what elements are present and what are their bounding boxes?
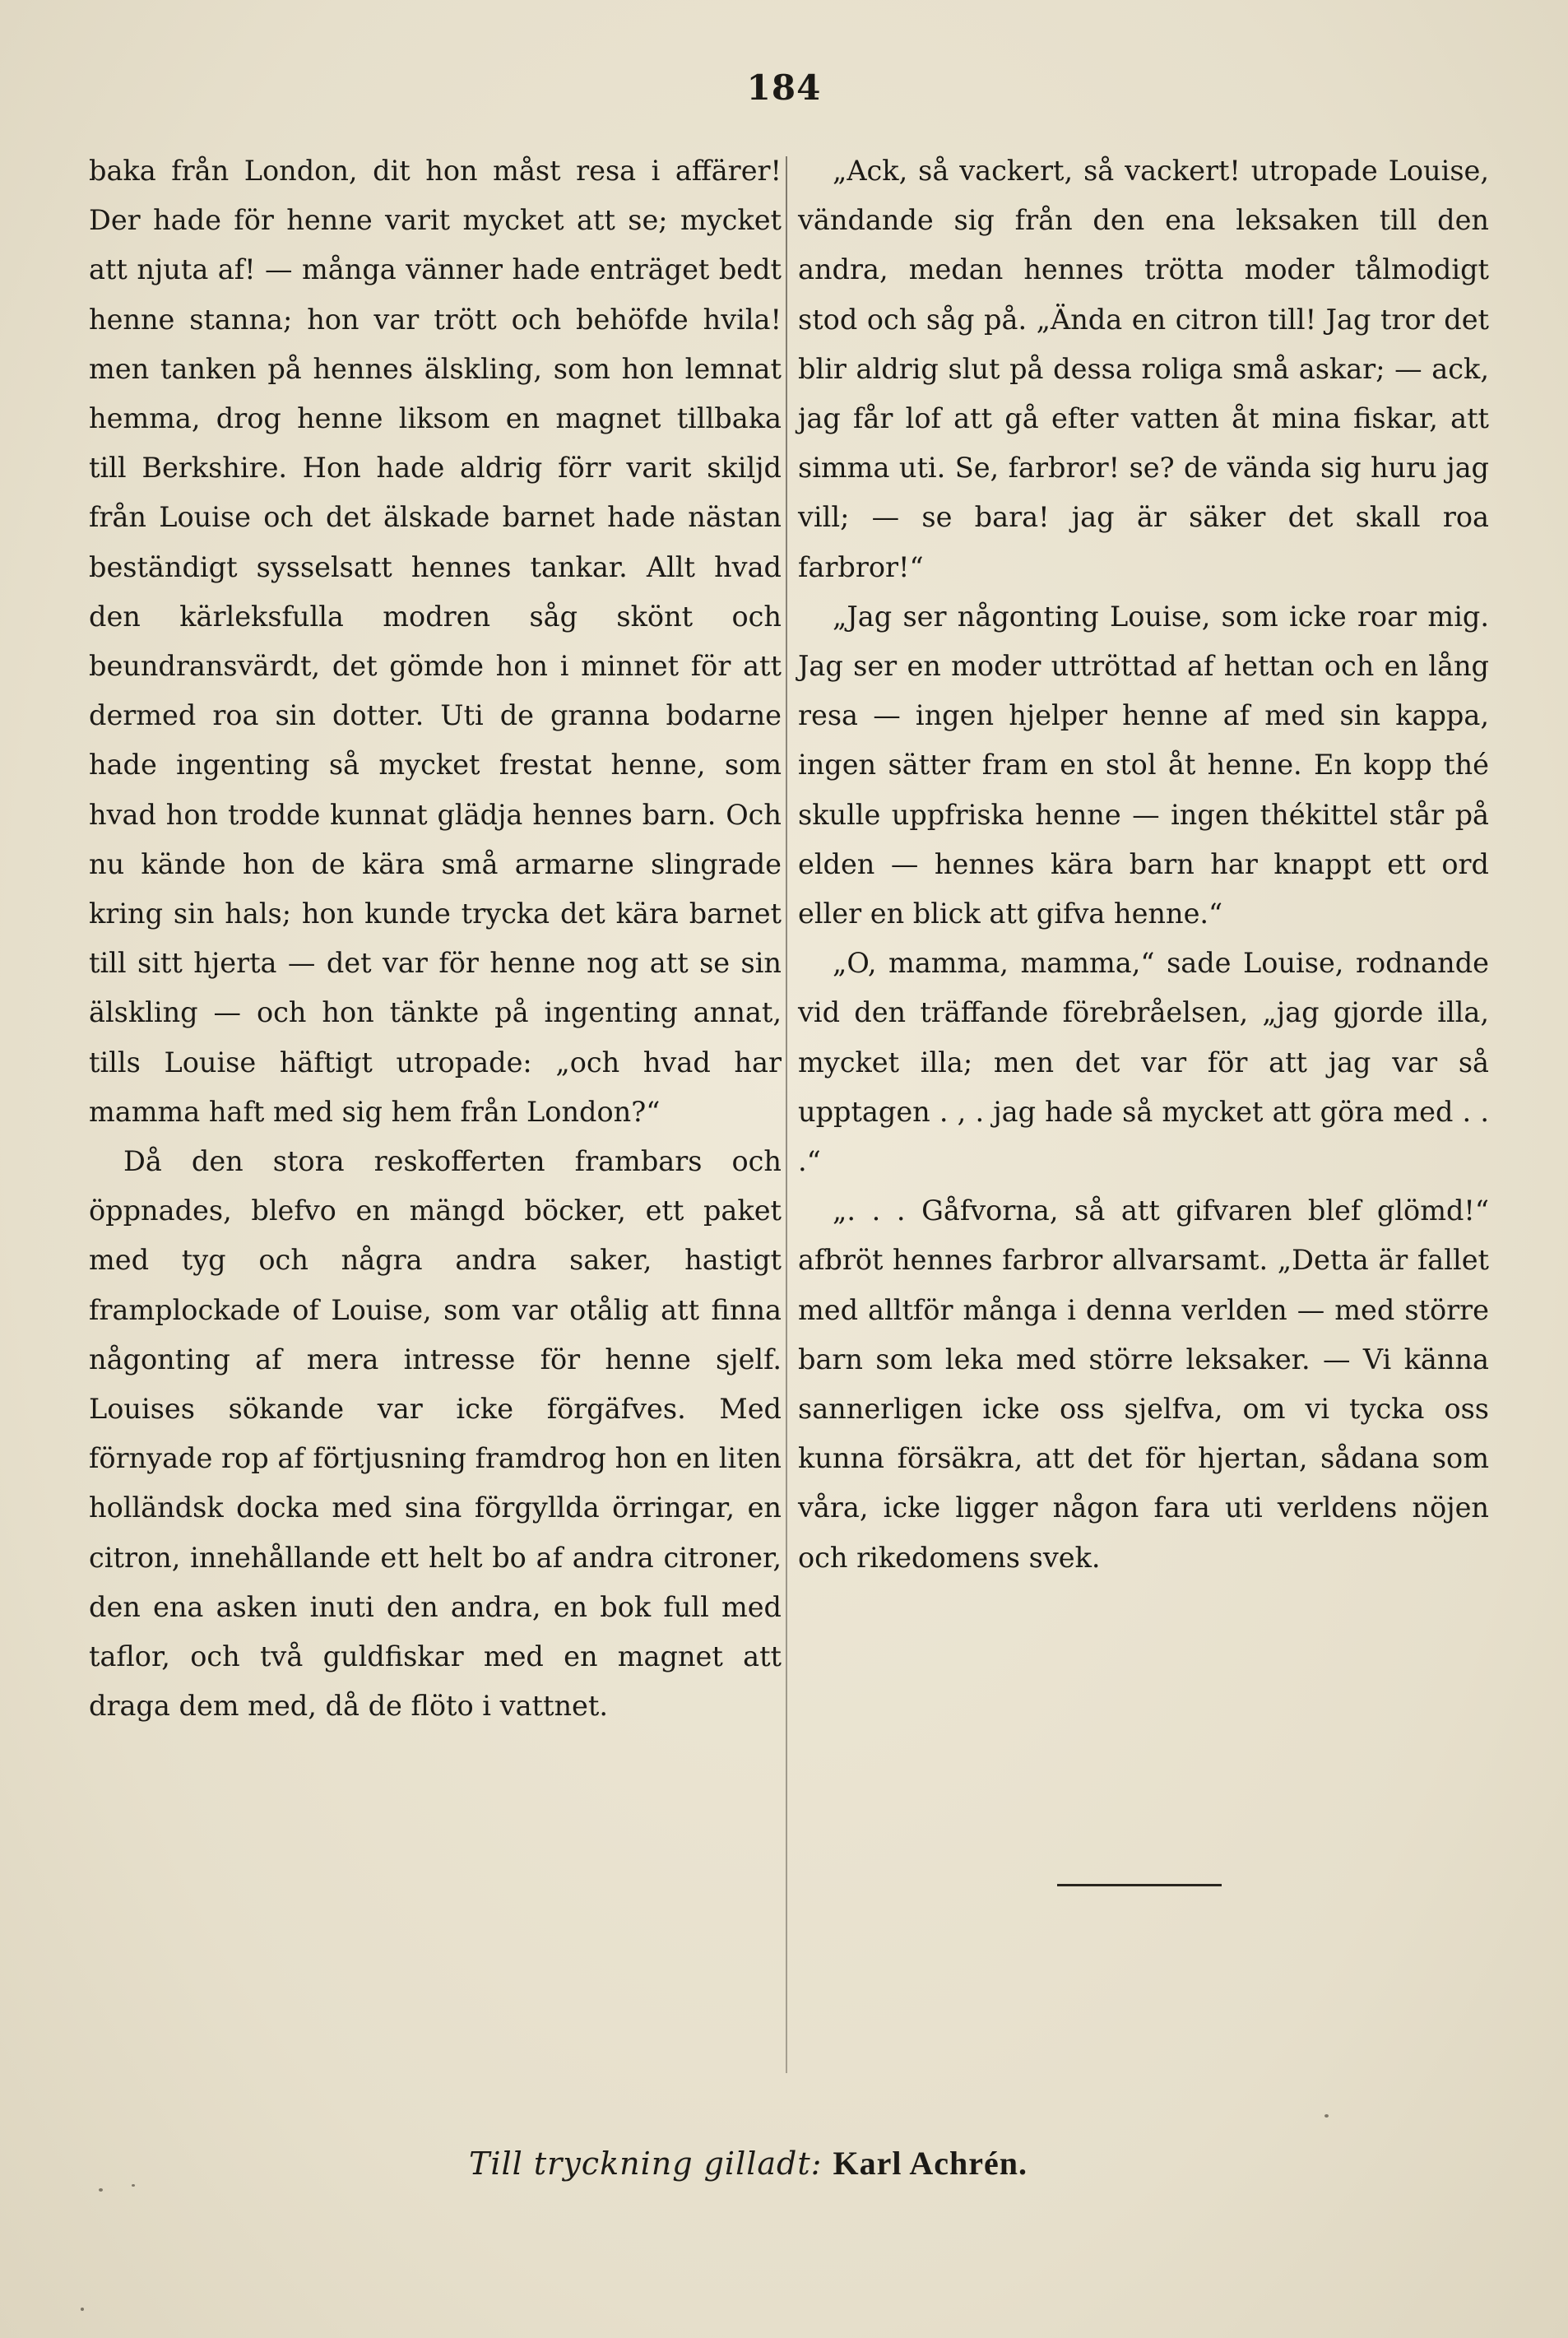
imprint-line	[469, 2144, 1209, 2183]
page-number: 184	[746, 67, 822, 108]
paper-speck	[1324, 2114, 1329, 2118]
imprint-name: Karl Achrén.	[833, 2145, 1028, 2182]
paragraph: Då den stora reskofferten frambars och öppnades, blefvo en mängd böcker, ett paket med tyg och några andra saker, hastigt framplockade of Louise, som var otålig att finna någonting af mera intresse för henne sjelf. Louises sökande var icke förgäfves. Med förnyade rop af förtjusning framdrog hon en liten holländsk docka med sina förgyllda örringar, en citron, innehållande ett helt bo af andra citroner, den ena asken inuti den andra, en bok full med taflor, och två guldfiskar med en magnet att draga dem med, då de flöto i vattnet.	[89, 1145, 782, 1723]
paragraph: „Jag ser någonting Louise, som icke roar mig. Jag ser en moder uttröttad af hettan och en lång resa — ingen hjelper henne af med sin kappa, ingen sätter fram en stol åt henne. En kopp thé skulle uppfriska henne — ingen thékittel står på elden — hennes kära barn har knappt ett ord eller en blick att gifva henne.“	[798, 600, 1489, 930]
paper-speck	[99, 2188, 103, 2192]
paragraph: „Ack, så vackert, så vackert! utropade Louise, vändande sig från den ena leksaken till den andra, medan hennes trötta moder tålmodigt stod och såg på. „Ända en citron till! Jag tror det blir aldrig slut på dessa roliga små askar; — ack, jag får lof att gå efter vatten åt mina fiskar, att simma uti. Se, farbror! se? de vända sig huru jag vill; — se bara! jag är säker det skall roa farbror!“	[798, 155, 1489, 583]
column-divider	[786, 156, 787, 2073]
paper-speck	[132, 2184, 135, 2187]
paragraph: „. . . Gåfvorna, så att gifvaren blef glömd!“ afbröt hennes farbror allvarsamt. „Detta är fallet med alltför många i denna verlden — med större barn som leka med större leksaker. — Vi känna sannerligen icke oss sjelfva, om vi tycka oss kunna försäkra, att det för hjertan, sådana som våra, icke ligger någon fara uti verldens nöjen och rikedomens svek.	[798, 1195, 1489, 1574]
imprint-label: Till tryckning gilladt:	[469, 2145, 823, 2182]
paragraph: baka från London, dit hon måst resa i affärer! Der hade för henne varit mycket att se; mycket att njuta af! — många vänner hade enträget bedt henne stanna; hon var trött och behöfde hvila! men tanken på hennes älskling, som hon lemnat hemma, drog henne liksom en magnet tillbaka till Berkshire. Hon hade aldrig förr varit skiljd från Louise och det älskade barnet hade nästan beständigt sysselsatt hennes tankar. Allt hvad den kärleksfulla modren såg skönt och beundransvärdt, det gömde hon i minnet för att dermed roa sin dotter. Uti de granna bodarne hade ingenting så mycket frestat henne, som hvad hon trodde kunnat glädja hennes barn. Och nu kände hon de kära små armarne slingrade kring sin hals; hon kunde trycka det kära barnet till sitt hjerta — det var för henne nog att se sin älskling — och hon tänkte på ingenting annat, tills Louise häftigt utropade: „och hvad har mamma haft med sig hem från London?“	[89, 155, 782, 1128]
paragraph: „O, mamma, mamma,“ sade Louise, rodnande vid den träffande förebråelsen, „jag gjorde illa, mycket illa; men det var för att jag var så upptagen . , . jag hade så mycket att göra med . . .“	[798, 947, 1489, 1178]
paper-speck	[81, 2308, 84, 2311]
left-column	[89, 146, 782, 1732]
right-column	[798, 146, 1489, 1583]
end-rule	[1057, 1884, 1222, 1886]
